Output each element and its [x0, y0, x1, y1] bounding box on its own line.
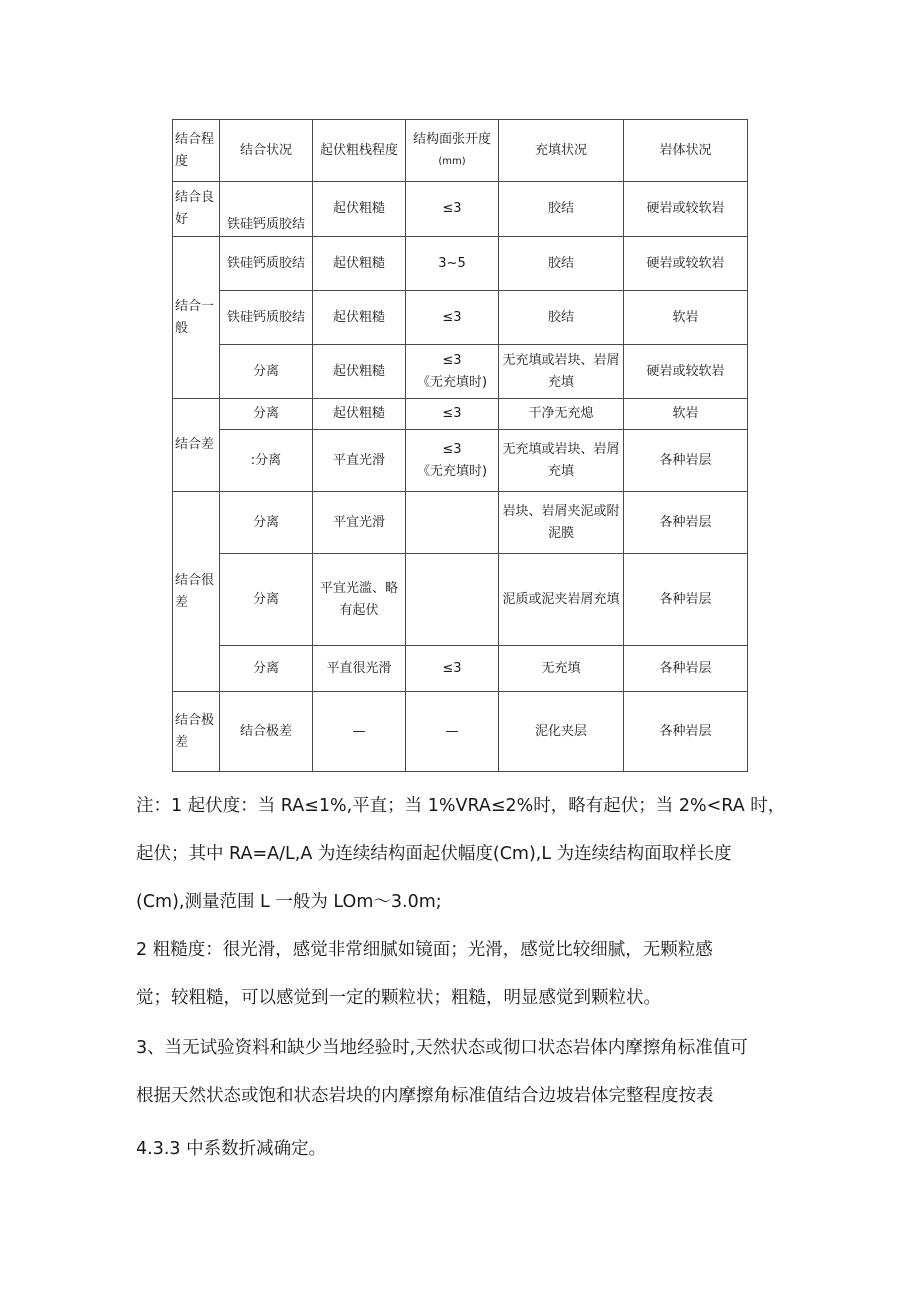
cell: 铁硅钙质胶结	[220, 237, 313, 291]
cell: 铁硅钙质胶结	[220, 182, 313, 237]
note-line: (Cm),测量范围 L 一般为 LOm〜3.0m;	[136, 892, 442, 912]
cell	[406, 554, 499, 646]
cell: ≤3	[406, 291, 499, 345]
cell: 结合极差	[220, 692, 313, 772]
cell: 铁硅钙质胶结	[220, 291, 313, 345]
cell: 胶结	[499, 182, 624, 237]
note-line: 3、当无试验资料和缺少当地经验时,天然状态或彻口状态岩体内摩擦角标准值可	[136, 1038, 748, 1058]
header-unit: (mm)	[438, 155, 466, 167]
cell: 结合良好	[173, 182, 220, 237]
cell: —	[406, 692, 499, 772]
cell: ≤3	[406, 646, 499, 692]
cell: 胶结	[499, 291, 624, 345]
cell: 无充填或岩块、岩屑充填	[499, 345, 624, 399]
header-cell: 岩体状况	[624, 120, 748, 182]
cell: 各种岩层	[624, 554, 748, 646]
cell	[406, 430, 499, 492]
header-cell: 充填状况	[499, 120, 624, 182]
cell: 岩块、岩屑夹泥或附泥膜	[499, 492, 624, 554]
cell: 3~5	[406, 237, 499, 291]
note-line: 觉；较粗糙，可以感觉到一定的颗粒状；粗糙，明显感觉到颗粒状。	[136, 988, 661, 1008]
cell-text: ≤3	[442, 352, 462, 368]
table-row	[173, 554, 748, 646]
cell: 硬岩或较软岩	[624, 182, 748, 237]
table-row	[173, 646, 748, 692]
cell: 平直光滑	[313, 430, 406, 492]
cell: 各种岩层	[624, 430, 748, 492]
cell: ≤3	[406, 399, 499, 430]
cell: 硬岩或较软岩	[624, 237, 748, 291]
cell: 各种岩层	[624, 692, 748, 772]
header-cell	[406, 120, 499, 182]
cell: 泥质或泥夹岩屑充填	[499, 554, 624, 646]
table-row	[173, 430, 748, 492]
cell-note: 《无充填时)	[416, 463, 488, 479]
note-line: 起伏；其中 RA=A∕L,A 为连续结构面起伏幅度(Cm),L 为连续结构面取样长度	[136, 844, 732, 864]
table-row	[173, 291, 748, 345]
cell: 起伏粗糙	[313, 291, 406, 345]
cell: 起伏粗糙	[313, 182, 406, 237]
cell: 分离	[220, 554, 313, 646]
cell: 起伏粗糙	[313, 345, 406, 399]
cell: 无充填或岩块、岩屑充填	[499, 430, 624, 492]
cell: 分离	[220, 646, 313, 692]
cell: 起伏粗糙	[313, 237, 406, 291]
cell: ≤3	[406, 182, 499, 237]
cell: 平宜光滥、略有起伏	[313, 554, 406, 646]
header-cell: 起伏粗栈程度	[313, 120, 406, 182]
cell: 分离	[220, 492, 313, 554]
rock-mass-table	[172, 119, 748, 772]
cell: :分离	[220, 430, 313, 492]
cell: 分离	[220, 399, 313, 430]
cell: 各种岩层	[624, 492, 748, 554]
cell: 泥化夹层	[499, 692, 624, 772]
cell-text: ≤3	[442, 441, 462, 457]
note-line: 4.3.3 中系数折减确定。	[136, 1139, 327, 1159]
cell: 硬岩或较软岩	[624, 345, 748, 399]
table-row	[173, 345, 748, 399]
note-line: 2 粗糙度：很光滑，感觉非常细腻如镜面；光滑，感觉比较细腻，无颗粒感	[136, 940, 713, 960]
cell	[406, 492, 499, 554]
cell: 各种岩层	[624, 646, 748, 692]
header-cell: 结合状况	[220, 120, 313, 182]
cell: 平直很光滑	[313, 646, 406, 692]
cell: 软岩	[624, 399, 748, 430]
header-cell: 结合程度	[173, 120, 220, 182]
table-row	[173, 182, 748, 237]
table-header-row	[173, 120, 748, 182]
cell: 分离	[220, 345, 313, 399]
cell: —	[313, 692, 406, 772]
cell: 胶结	[499, 237, 624, 291]
cell: 结合很差	[173, 492, 220, 692]
cell	[406, 345, 499, 399]
cell-note: 《无充填时)	[416, 374, 488, 390]
header-text: 结构面张开度	[412, 131, 491, 147]
table-row	[173, 237, 748, 291]
cell: 结合差	[173, 399, 220, 492]
note-line: 注：1 起伏度：当 RA≤1%,平直；当 1%VRA≤2%时，略有起伏；当 2%<RA 时，	[136, 796, 786, 816]
note-line: 根据天然状态或饱和状态岩块的内摩擦角标准值结合边坡岩体完整程度按表	[136, 1086, 714, 1106]
table-row	[173, 692, 748, 772]
cell: 结合极差	[173, 692, 220, 772]
cell: 软岩	[624, 291, 748, 345]
cell: 平宜光滑	[313, 492, 406, 554]
cell: 起伏粗糙	[313, 399, 406, 430]
cell: 干净无充熄	[499, 399, 624, 430]
table-row	[173, 399, 748, 430]
cell: 结合一般	[173, 237, 220, 399]
table-row	[173, 492, 748, 554]
cell: 无充填	[499, 646, 624, 692]
